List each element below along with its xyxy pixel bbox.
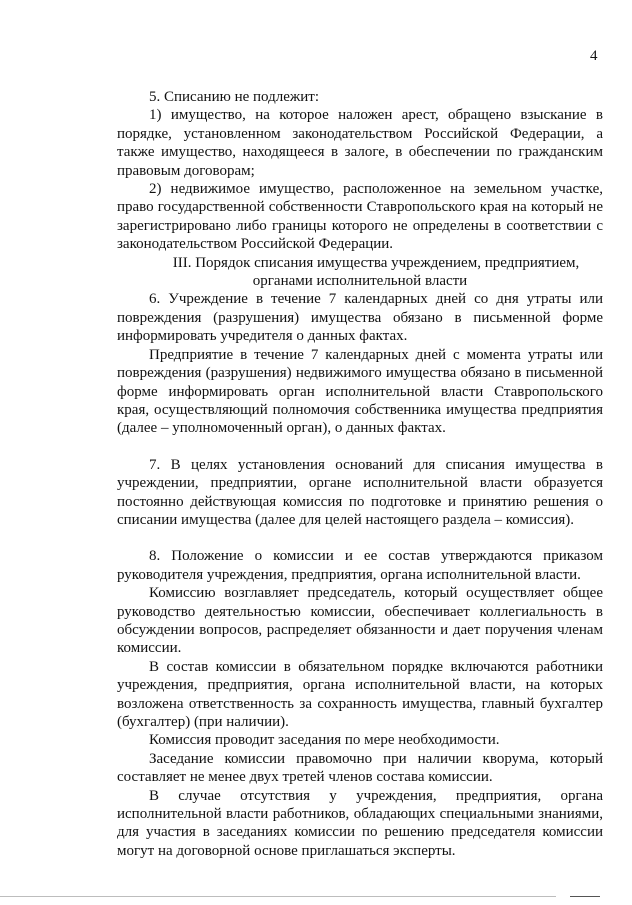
item-7-paragraph-1: 7. В целях установления оснований для списания имущества в учреждении, предприятии, органе исполнительной власти образуется постоянно действующая комиссия по подготовке и принятию решения о списании имущества (далее для целей настоящего раздела – комиссия). [117,456,603,528]
item-8-paragraph-2: Комиссию возглавляет председатель, который осуществляет общее руководство деятельностью комиссии, обеспечивает коллегиальность в обсуждении вопросов, распределяет обязанности и дает поручения членам комиссии. [117,585,603,657]
section-heading-3: III. Порядок списания имущества учреждением, предприятием, органами исполнительной власти [172,254,580,290]
bottom-divider-short [570,896,600,897]
item-8-paragraph-6: В случае отсутствия у учреждения, предприятия, органа исполнительной власти работников, обладающих специальными знаниями, для участия в заседаниях комиссии по решению председателя комиссии могут на договорной основе приглашаться эксперты. [117,787,603,859]
item-8-paragraph-4: Комиссия проводит заседания по мере необходимости. [149,732,500,749]
item-5-subitem-1: 1) имущество, на которое наложен арест, обращено взыскание в порядке, установленном законодательством Российской Федерации, а также имущество, находящееся в залоге, в обеспечении по гражданским правовым договорам; [117,107,603,179]
item-8-paragraph-5: Заседание комиссии правомочно при наличии кворума, который составляет не менее двух третей членов состава комиссии. [117,750,603,786]
item-5-subitem-2: 2) недвижимое имущество, расположенное на земельном участке, право государственной собственности Ставропольского края на который не зарегистрировано либо границы которого не определены в соответствии с законодательством Российской Федерации. [117,181,603,253]
bottom-divider [0,896,556,897]
document-body [117,88,603,860]
item-8-paragraph-3: В состав комиссии в обязательном порядке включаются работники учреждения, предприятия, органа исполнительной власти, на которых возложена ответственность за сохранность имущества, главный бухгалтер (бухгалтер) (при наличии). [117,658,603,730]
item-5-title: 5. Списанию не подлежит: [149,89,319,105]
item-6-paragraph-2: Предприятие в течение 7 календарных дней с момента утраты или повреждения (разрушения) недвижимого имущества обязано в письменной форме информировать орган исполнительной власти Ставропольского края, осуществляющий полномочия собственника имущества предприятия (далее – уполномоченный орган), о данных фактах. [117,346,603,437]
page-number: 4 [590,48,598,64]
item-8-paragraph-1: 8. Положение о комиссии и ее состав утверждаются приказом руководителя учреждения, предприятия, органа исполнительной власти. [117,548,603,583]
item-6-paragraph-1: 6. Учреждение в течение 7 календарных дней со дня утраты или повреждения (разрушения) имущества обязано в письменной форме информировать учредителя о данных фактах. [117,291,603,345]
